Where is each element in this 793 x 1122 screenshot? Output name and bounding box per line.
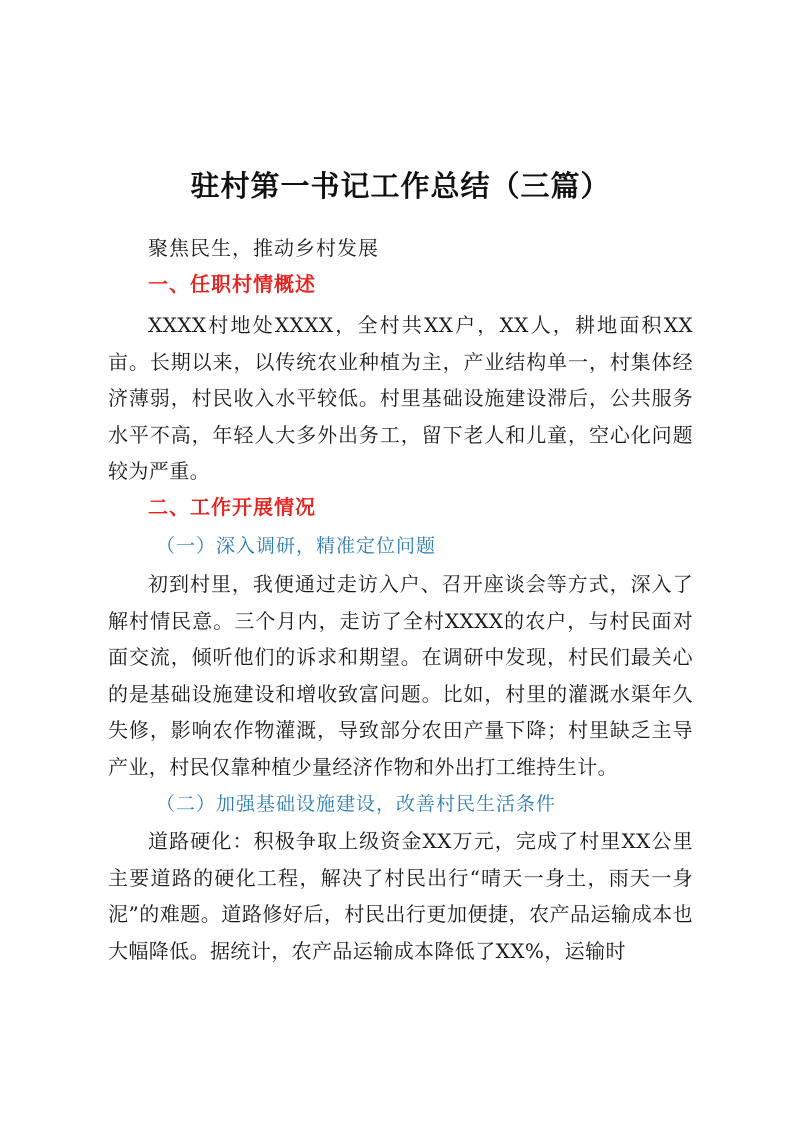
document-title: 驻村第一书记工作总结（三篇） bbox=[190, 169, 611, 203]
section-heading-2: 二、工作开展情况 bbox=[148, 495, 316, 519]
section-heading-1: 一、任职村情概述 bbox=[148, 272, 316, 296]
subsection2-paragraph: 道路硬化：积极争取上级资金XX万元，完成了村里XX公里主要道路的硬化工程，解决了村民出行“晴天一身土，雨天一身泥”的难题。道路修好后，村民出行更加便捷，农产品运输成本也大幅降低。据统计，农产品运输成本降低了XX%，运输时 bbox=[108, 829, 693, 963]
lead-line: 聚焦民生，推动乡村发展 bbox=[148, 236, 379, 260]
subsection-heading-2: （二）加强基础设施建设，改善村民生活条件 bbox=[156, 793, 557, 815]
section1-paragraph: XXXX村地处XXXX，全村共XX户，XX人，耕地面积XX亩。长期以来，以传统农业种植为主，产业结构单一，村集体经济薄弱，村民收入水平较低。村里基础设施建设滞后，公共服务水平不高，年轻人大多外出务工，留下老人和儿童，空心化问题较为严重。 bbox=[108, 313, 693, 484]
subsection1-paragraph: 初到村里，我便通过走访入户、召开座谈会等方式，深入了解村情民意。三个月内，走访了全村XXXX的农户，与村民面对面交流，倾听他们的诉求和期望。在调研中发现，村民们最关心的是基础设施建设和增收致富问题。比如，村里的灌溉水渠年久失修，影响农作物灌溉，导致部分农田产量下降；村里缺乏主导产业，村民仅靠种植少量经济作物和外出打工维持生计。 bbox=[108, 572, 693, 779]
subsection-heading-1: （一）深入调研，精准定位问题 bbox=[156, 535, 437, 557]
